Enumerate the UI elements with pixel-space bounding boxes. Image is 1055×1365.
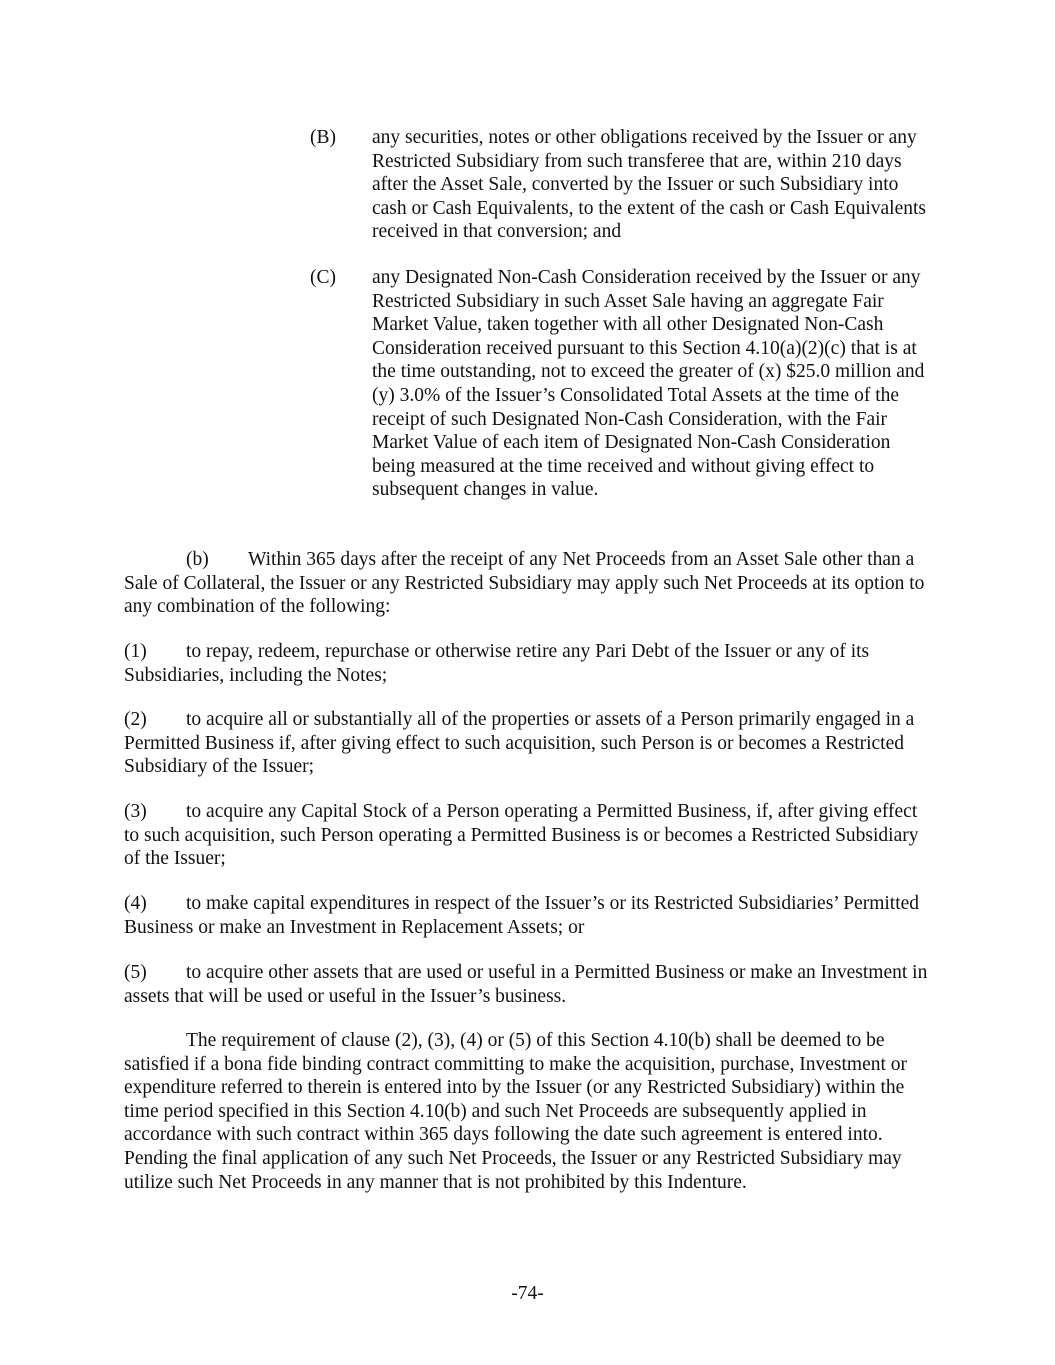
clause-3 [124, 800, 936, 871]
page-number: -74- [511, 1283, 544, 1304]
clause-label: (4) [124, 893, 147, 914]
subclause-text: any Designated Non-Cash Consideration received by the Issuer or any Restricted Subsidiary in such Asset Sale having an aggregate Fair Market Value, taken together with all other Designated Non-Cash Consideration received pursuant to this Section 4.10(a)(2)(c) that is at the time outstanding, not to exceed the greater of (x) $25.0 million and (y) 3.0% of the Issuer’s Consolidated Total Assets at the time of the receipt of such Designated Non-Cash Consideration, with the Fair Market Value of each item of Designated Non-Cash Consideration being measured at the time received and without giving effect to subsequent changes in value. [372, 267, 925, 501]
closing-paragraph: The requirement of clause (2), (3), (4) or (5) of this Section 4.10(b) shall be deemed to be satisfied if a bona fide binding contract committing to make the acquisition, purchase, Investment or expenditure referred to therein is entered into by the Issuer (or any Restricted Subsidiary) within the time period specified in this Section 4.10(b) and such Net Proceeds are subsequently applied in accordance with such contract within 365 days following the date such agreement is entered into. Pending the final application of any such Net Proceeds, the Issuer or any Restricted Subsidiary may utilize such Net Proceeds in any manner that is not prohibited by this Indenture. [124, 1030, 908, 1193]
clause-4 [124, 892, 936, 939]
subclause-label: (C) [310, 267, 336, 288]
clause-5 [124, 961, 936, 1008]
clause-label: (1) [124, 641, 147, 662]
clause-text: to acquire other assets that are used or useful in a Permitted Business or make an Investment in assets that will be used or useful in the Issuer’s business. [124, 962, 928, 1007]
clause-1 [124, 640, 936, 687]
clause-label: (2) [124, 709, 147, 730]
subclause-label: (B) [310, 127, 336, 148]
clause-label: (3) [124, 801, 147, 822]
clause-text: to acquire any Capital Stock of a Person operating a Permitted Business, if, after giving effect to such acquisition, such Person operating a Permitted Business is or becomes a Restricted Subsidiary of the Issuer; [124, 801, 919, 870]
clause-2 [124, 708, 936, 779]
section-label: (b) [186, 549, 209, 570]
clause-text: to make capital expenditures in respect of the Issuer’s or its Restricted Subsidiaries’ Permitted Business or make an Investment in Replacement Assets; or [124, 893, 920, 938]
clause-label: (5) [124, 962, 147, 983]
section-b-text: Within 365 days after the receipt of any Net Proceeds from an Asset Sale other than a Sale of Collateral, the Issuer or any Restricted Subsidiary may apply such Net Proceeds at its option to any combination of the following: [124, 549, 925, 618]
subclause-text: any securities, notes or other obligations received by the Issuer or any Restricted Subsidiary from such transferee that are, within 210 days after the Asset Sale, converted by the Issuer or such Subsidiary into cash or Cash Equivalents, to the extent of the cash or Cash Equivalents received in that conversion; and [372, 127, 926, 243]
clause-text: to repay, redeem, repurchase or otherwise retire any Pari Debt of the Issuer or any of its Subsidiaries, including the Notes; [124, 641, 870, 686]
clause-text: to acquire all or substantially all of the properties or assets of a Person primarily engaged in a Permitted Business if, after giving effect to such acquisition, such Person is or becomes a Restricted Subsidiary of the Issuer; [124, 709, 915, 778]
section-b-paragraph [124, 548, 936, 619]
